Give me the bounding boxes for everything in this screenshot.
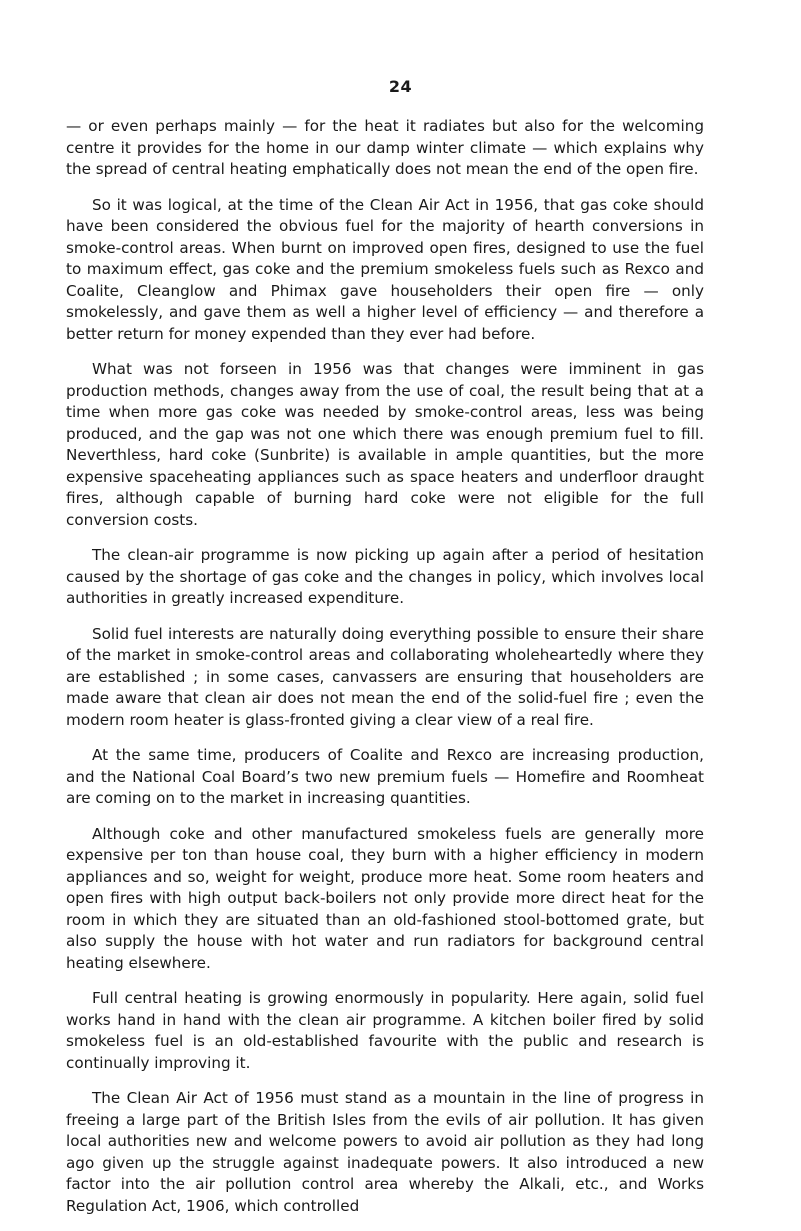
page-number: 24 [388, 77, 413, 96]
paragraph: The Clean Air Act of 1956 must stand as a mountain in the line of progress in freeing a large part of the British Isles from the evils of air pollution. It has given local authorities new and welcome powers to avoid air pollution as they had long ago given up the struggle against inadequate powers. It also introduced a new factor into the air pollution control area whereby the Alkali, etc., and Works Regulation Act, 1906, which controlled [66, 1089, 704, 1215]
paragraph: Although coke and other manufactured smokeless fuels are generally more expensive per ton than house coal, they burn with a higher efficiency in modern appliances and so, weight for weight, produce more heat. Some room heaters and open fires with high output back-boilers not only provide more direct heat for the room in which they are situated than an old-fashioned stool-bottomed grate, but also supply the house with hot water and run radiators for background central heating elsewhere. [66, 824, 704, 972]
paragraph: Full central heating is growing enormously in popularity. Here again, solid fuel works hand in hand with the clean air programme. A kitchen boiler fired by solid smokeless fuel is an old-established favourite with the public and research is continually improving it. [66, 989, 704, 1072]
paragraph: The clean-air programme is now picking up again after a period of hesitation caused by the shortage of gas coke and the changes in policy, which involves local authorities in greatly increased expenditure. [66, 546, 704, 607]
paragraph: What was not forseen in 1956 was that changes were imminent in gas production methods, changes away from the use of coal, the result being that at a time when more gas coke was needed by smoke-control areas, less was being produced, and the gap was not one which there was enough premium fuel to fill. Neverthless, hard coke (Sunbrite) is available in ample quantities, but the more expensive spaceheating appliances such as space heaters and underfloor draught fires, although capable of burning hard coke were not eligible for the full conversion costs. [66, 360, 704, 529]
paragraph: At the same time, producers of Coalite and Rexco are increasing production, and the National Coal Board’s two new premium fuels — Homefire and Roomheat are coming on to the market in increasing quantities. [66, 746, 704, 807]
paragraph: — or even perhaps mainly — for the heat it radiates but also for the welcoming centre it provides for the home in our damp winter climate — which explains why the spread of central heating emphatically does not mean the end of the open fire. [66, 117, 704, 178]
paragraph: So it was logical, at the time of the Clean Air Act in 1956, that gas coke should have been considered the obvious fuel for the majority of hearth conversions in smoke-control areas. When burnt on improved open fires, designed to use the fuel to maximum effect, gas coke and the premium smokeless fuels such as Rexco and Coalite, Cleanglow and Phimax gave householders their open fire — only smokelessly, and gave them as well a higher level of efficiency — and therefore a better return for money expended than they ever had before. [66, 195, 704, 343]
body-text [66, 116, 704, 1231]
paragraph: Solid fuel interests are naturally doing everything possible to ensure their share of the market in smoke-control areas and collaborating wholeheartedly where they are established ; in some cases, canvassers are ensuring that householders are made aware that clean air does not mean the end of the solid-fuel fire ; even the modern room heater is glass-fronted giving a clear view of a real fire. [66, 624, 704, 729]
